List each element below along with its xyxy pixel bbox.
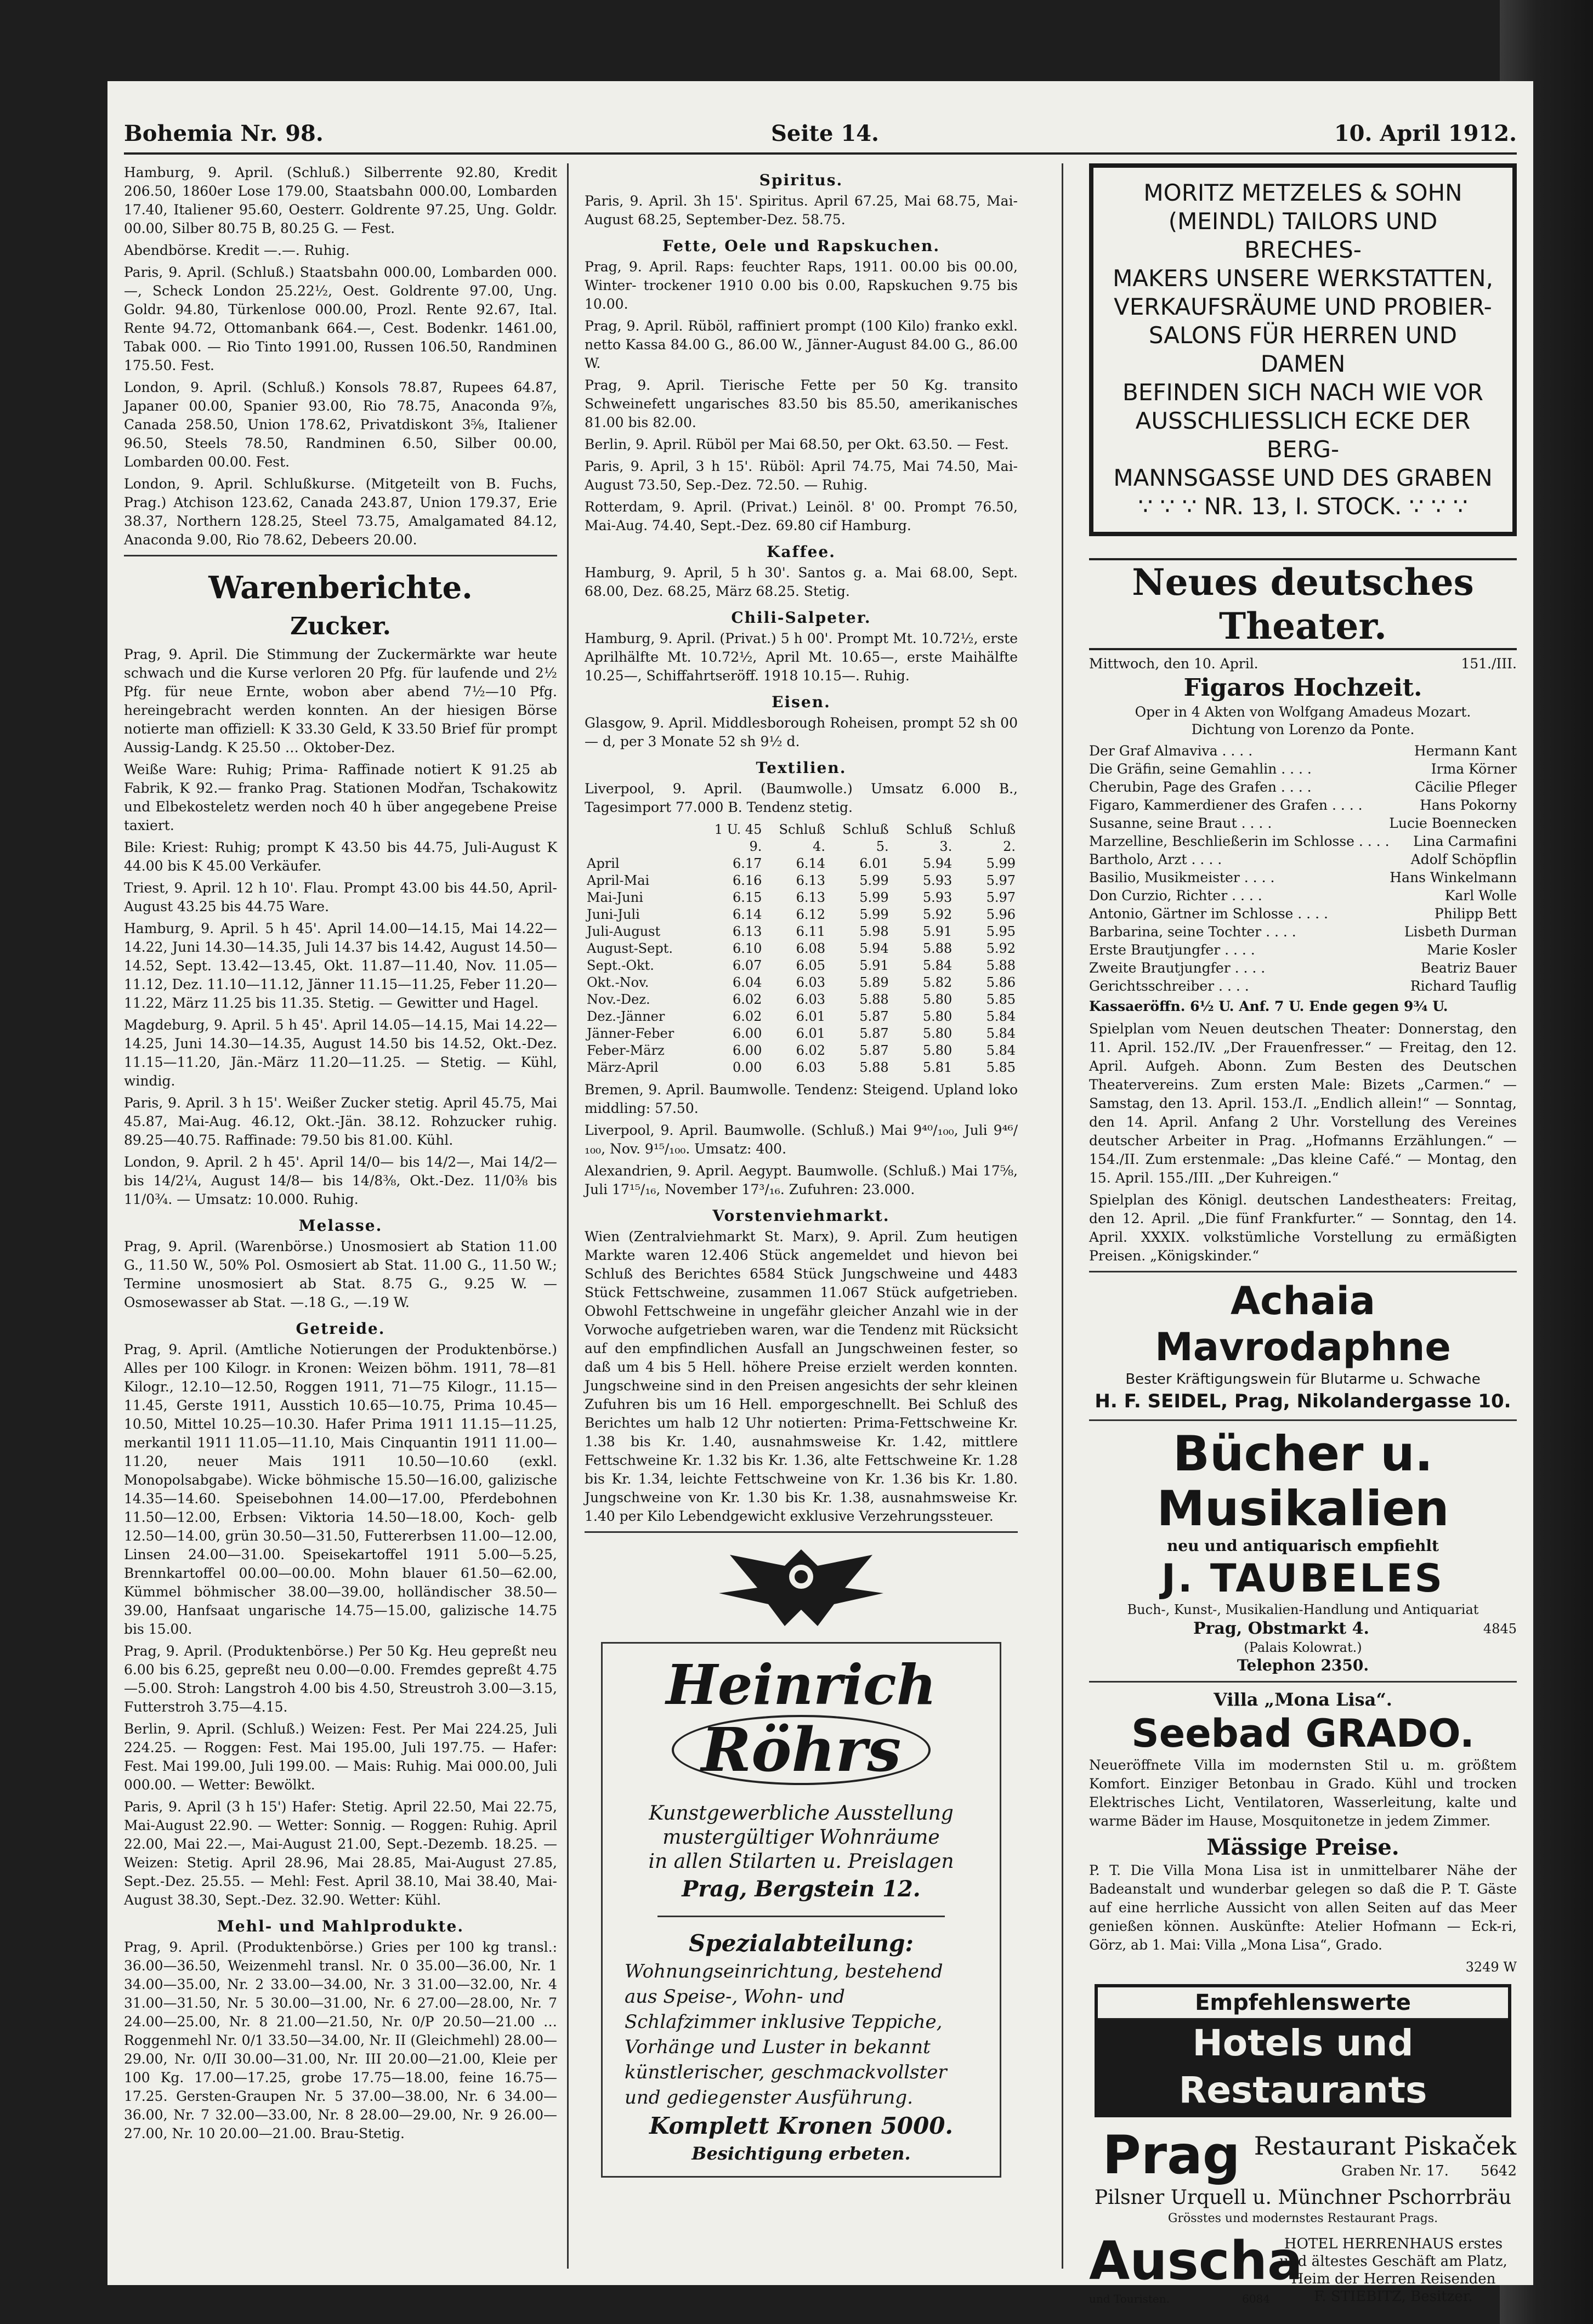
divider — [124, 555, 557, 556]
piskacek-name: Restaurant Piskaček — [1254, 2131, 1517, 2161]
table-cell: 6.10 — [732, 941, 762, 956]
cast-actor: Lina Carmafini — [1413, 833, 1517, 849]
cast-role: Bartholo, Arzt . . . . — [1089, 851, 1222, 867]
ad-text: in allen Stilarten u. Preislagen — [648, 1850, 954, 1873]
auscha-logo: Auscha — [1089, 2230, 1303, 2292]
table-row — [585, 1025, 1018, 1042]
table-cell: 5.99 — [859, 873, 889, 888]
ad-line: BEFINDEN SICH NACH WIE VOR — [1123, 379, 1483, 406]
table-cell: 6.17 — [732, 856, 762, 871]
cast-role: Die Gräfin, seine Gemahlin . . . . — [1089, 761, 1312, 777]
ad-line: AUSSCHLIESSLICH ECKE DER BERG- — [1135, 407, 1471, 463]
cast-actor: Hans Winkelmann — [1390, 870, 1517, 885]
table-cell: Schluß — [969, 822, 1016, 837]
table-cell: 5.85 — [986, 992, 1016, 1007]
table-cell: 5.82 — [922, 975, 953, 990]
cast-actor: Irma Körner — [1431, 761, 1517, 777]
sub-heading: Chili-Salpeter. — [731, 609, 871, 627]
table-cell — [585, 838, 699, 855]
grado-text: Neueröffnete Villa im modernsten Stil u. m. größtem Komfort. Einziger Betonbau in Grado. Kühl und trocken Elektrisches Licht, Ventilatoren, Wasserleitung, kalte und warme Bäder im Hause, Mosquitonetze in jedem Zimmer. — [1089, 1757, 1517, 1829]
market-report: Rotterdam, 9. April. (Privat.) Leinöl. 8' 00. Prompt 76.50, Mai-Aug. 74.40, Sept.-Dez. 69.80 cif Hamburg. — [585, 499, 1018, 533]
table-cell: Mai-Juni — [587, 890, 643, 905]
table-cell: 6.07 — [732, 958, 762, 973]
sub-heading: Eisen. — [772, 693, 831, 711]
divider — [657, 1916, 945, 1917]
table-cell: 5.89 — [859, 975, 889, 990]
market-report: Bremen, 9. April. Baumwolle. Tendenz: Steigend. Upland loko middling: 57.50. — [585, 1082, 1018, 1116]
piskacek-ad — [1089, 2125, 1517, 2185]
cast-row — [1089, 977, 1517, 995]
market-report: Paris, 9. April. 3h 15'. Spiritus. April 67.25, Mai 68.75, Mai-August 68.25, September-Dez. 58.75. — [585, 193, 1018, 228]
divider — [1089, 1419, 1517, 1421]
market-report: Prag, 9. April. (Produktenbörse.) Per 50 Kg. Heu gepreßt neu 6.00 bis 6.25, gepreßt neu 0.00—0.00. Fremdes gepreßt 4.75—5.00. Stroh: Langstroh 4.00 bis 4.50, Streustroh 3.00—3.15, Futterstroh 3.75—4.15. — [124, 1643, 557, 1715]
herrenhaus-info — [1270, 2235, 1517, 2305]
table-header-row — [585, 838, 1018, 855]
pilsner-sub: Grösstes und modernstes Restaurant Prags. — [1167, 2212, 1438, 2225]
sub-heading: Zucker. — [290, 612, 391, 640]
table-cell: 6.02 — [796, 1043, 826, 1058]
table-cell: 6.02 — [732, 1009, 762, 1024]
table-cell: 5.85 — [986, 1060, 1016, 1075]
table-cell: 5.91 — [859, 958, 889, 973]
table-cell: 6.00 — [732, 1043, 762, 1058]
table-cell: 5. — [876, 839, 889, 854]
cast-row — [1089, 905, 1517, 923]
market-report: Hamburg, 9. April. 5 h 45'. April 14.00—14.15, Mai 14.22—14.22, Juni 14.30—14.35, Juli 14.37 bis 14.42, August 14.50—14.52, Sept. 13.42—13.45, Okt. 11.87—11.40, Nov. 11.05—11.12, Dez. 11.10—11.12, Jänner 11.15—11.25, Feber 11.20—11.22, März 11.25 bis 11.35. Stetig. — Gewitter und Hagel. — [124, 920, 557, 1011]
table-row — [585, 940, 1018, 957]
table-header-row — [585, 821, 1018, 838]
ad-number: 6084 — [1242, 2292, 1270, 2305]
table-cell: 6.15 — [732, 890, 762, 905]
table-cell: 6.04 — [732, 975, 762, 990]
table-cell: 9. — [749, 839, 762, 854]
market-report: Paris, 9. April, 3 h 15'. Rüböl: April 74.75, Mai 74.50, Mai-August 73.50, Sep.-Dez. 72.50. — Ruhig. — [585, 458, 1018, 493]
table-cell: 2. — [1003, 839, 1016, 854]
column-1 — [124, 163, 557, 2146]
market-report: Alexandrien, 9. April. Aegypt. Baumwolle. (Schluß.) Mai 17⅝, Juli 17¹⁵/₁₆, November 17³/₁₆. Zufuhren: 23.000. — [585, 1163, 1018, 1197]
market-report: London, 9. April. (Schluß.) Konsols 78.87, Rupees 64.87, Japaner 00.00, Spanier 93.00, Rio 78.75, Anaconda 9⅞, Canada 258.50, Union 178.62, Privatdiskont 3⅝, Italiener 96.50, Steels 78.50, Randminen 6.50, Silber 00.00, Lombarden 00.00. Fest. — [124, 379, 557, 470]
piskacek-info — [1254, 2130, 1517, 2180]
table-row — [585, 974, 1018, 991]
table-cell: April — [587, 856, 620, 871]
cotton-table — [585, 821, 1018, 1076]
newspaper-page — [107, 81, 1533, 2305]
cast-row — [1089, 760, 1517, 778]
cast-role: Don Curzio, Richter . . . . — [1089, 888, 1262, 904]
taubeles-address: Prag, Obstmarkt 4. — [1193, 1619, 1369, 1638]
table-cell: 6.05 — [796, 958, 826, 973]
table-cell: Feber-März — [587, 1043, 665, 1058]
table-row — [585, 1008, 1018, 1025]
table-cell: 5.97 — [986, 873, 1016, 888]
table-row — [585, 889, 1018, 906]
ad-text: Wohnungseinrichtung, bestehend aus Speise-, Wohn- und Schlafzimmer inklusive Teppiche, Vorhänge und Luster in bekannt künstlerischer, geschmackvollster und gediegenster Ausführung. — [625, 1961, 947, 2109]
cast-role: Figaro, Kammerdiener des Grafen . . . . — [1089, 797, 1363, 813]
cast-actor: Hans Pokorny — [1420, 797, 1517, 813]
table-cell: 5.92 — [986, 941, 1016, 956]
cast-role: Antonio, Gärtner im Schlosse . . . . — [1089, 906, 1328, 922]
ad-line: SALONS FÜR HERREN UND DAMEN — [1148, 322, 1458, 377]
ad-line: MORITZ METZELES & SOHN — [1143, 179, 1462, 206]
auscha-sub-line — [1089, 2289, 1270, 2308]
metzeles-ad — [1089, 163, 1517, 536]
cast-actor: Cäcilie Pfleger — [1415, 779, 1517, 795]
table-cell: 5.80 — [922, 1009, 953, 1024]
table-cell: 5.88 — [922, 941, 953, 956]
taubeles-address-line — [1089, 1618, 1517, 1639]
achaia-address: H. F. SEIDEL, Prag, Nikolandergasse 10. — [1095, 1390, 1511, 1412]
ad-line: ∵ ∵ ∵ NR. 13, I. STOCK. ∵ ∵ ∵ — [1138, 493, 1468, 520]
table-cell: 5.93 — [922, 890, 953, 905]
table-cell: 5.98 — [859, 924, 889, 939]
ad-line: MANNSGASSE UND DES GRABEN — [1113, 464, 1493, 491]
hotels-heading-main: Hotels und Restaurants — [1098, 2020, 1508, 2114]
table-cell: 6.03 — [796, 992, 826, 1007]
sub-heading: Kaffee. — [767, 543, 836, 561]
market-report: London, 9. April. 2 h 45'. April 14/0— bis 14/2—, Mai 14/2— bis 14/2¼, August 14/8— bis 14/8⅜, Okt.-Dez. 11/0⅜ bis 11/0¾. — Umsatz: 10.000. Ruhig. — [124, 1154, 557, 1207]
cast-role: Basilio, Musikmeister . . . . — [1089, 870, 1275, 885]
cast-row — [1089, 814, 1517, 832]
cast-row — [1089, 850, 1517, 868]
cast-row — [1089, 868, 1517, 887]
table-cell: Schluß — [842, 822, 889, 837]
table-cell: Schluß — [779, 822, 826, 837]
page-header — [124, 114, 1517, 155]
table-cell: 5.84 — [986, 1043, 1016, 1058]
sub-heading: Fette, Oele und Rapskuchen. — [662, 237, 940, 255]
cast-role: Der Graf Almaviva . . . . — [1089, 743, 1253, 759]
sub-heading: Spiritus. — [759, 171, 843, 189]
table-cell: 6.13 — [732, 924, 762, 939]
table-cell: 5.97 — [986, 890, 1016, 905]
theater-date-line — [1089, 655, 1517, 673]
table-cell: 5.84 — [986, 1026, 1016, 1041]
table-cell: 6.16 — [732, 873, 762, 888]
divider — [585, 1531, 1018, 1533]
table-cell: Dez.-Jänner — [587, 1009, 665, 1024]
table-cell: 5.80 — [922, 1043, 953, 1058]
ad-line: VERKAUFSRÄUME UND PROBIER- — [1114, 293, 1492, 320]
table-cell: 5.84 — [922, 958, 953, 973]
ad-logo-heinrich: Heinrich — [666, 1652, 937, 1717]
theater-schedule: Spielplan des Königl. deutschen Landestheaters: Freitag, den 12. April. „Die fünf Frankfurter.“ — Sonntag, den 14. April. XXXIX. volkstümliche Vorstellung zu ermäßigten Preisen. „Königskinder.“ — [1089, 1192, 1517, 1264]
table-cell: 6.08 — [796, 941, 826, 956]
ad-line: MAKERS UNSERE WERKSTATTEN, — [1113, 265, 1493, 292]
issue-date: 10. April 1912. — [1334, 121, 1517, 146]
market-report: Paris, 9. April. 3 h 15'. Weißer Zucker stetig. April 45.75, Mai 45.87, Mai-Aug. 46.12, Okt.-Jän. 38.12. Rohzucker ruhig. 89.25—40.75. Raffinade: 79.50 bis 81.00. Kühl. — [124, 1095, 557, 1148]
cast-actor: Hermann Kant — [1414, 743, 1517, 759]
table-cell: März-April — [587, 1060, 659, 1075]
table-cell: 6.01 — [796, 1026, 826, 1041]
table-cell: April-Mai — [587, 873, 650, 888]
table-row — [585, 872, 1018, 889]
table-cell: Schluß — [905, 822, 953, 837]
table-cell: 5.84 — [986, 1009, 1016, 1024]
cast-role: Cherubin, Page des Grafen . . . . — [1089, 779, 1312, 795]
market-report: Weiße Ware: Ruhig; Prima- Raffinade notiert K 91.25 ab Fabrik, K 92.— franko Prag. Stationen Modřan, Tschakowitz und Elbekosteletz werden noch 40 h über angegebene Preise taxiert. — [124, 762, 557, 833]
market-report: Triest, 9. April. 12 h 10'. Flau. Prompt 43.00 bis 44.50, April-August 43.25 bis 44.75 Ware. — [124, 880, 557, 914]
market-report: Hamburg, 9. April, 5 h 30'. Santos g. a. Mai 68.00, Sept. 68.00, Dez. 68.25, März 68.25. Stetig. — [585, 565, 1018, 599]
grado-title: Seebad GRADO. — [1131, 1711, 1475, 1756]
market-report: Wien (Zentralviehmarkt St. Marx), 9. April. Zum heutigen Markte waren 12.406 Stück angemeldet und hievon bei Schluß des Berichtes 6584 Stück Jungschweine und 4483 Stück Fettschweine, zusammen 11.067 Stück aufgetrieben. Obwohl Fettschweine in ungefähr gleicher Anzahl wie in der Vorwoche aufgetrieben waren, war die Tendenz mit Rücksicht auf den empfindlichen Ausfall an Jungschweinen fester, so daß um 4 bis 5 Hell. höhere Preise erzielt werden konnten. Jungschweine sind in den Preisen angesichts der sehr kleinen Zufuhren bis um 16 Hell. emporgeschnellt. Bei Schluß des Berichtes um halb 12 Uhr notierten: Prima-Fettschweine Kr. 1.38 bis Kr. 1.40, ausnahmsweise Kr. 1.42, mittlere Fettschweine Kr. 1.32 bis Kr. 1.36, alte Fettschweine Kr. 1.28 bis Kr. 1.34, leichte Fettschweine von Kr. 1.36 bis Kr. 1.80. Jungschweine von Kr. 1.30 bis Kr. 1.38, ausnahmsweise Kr. 1.40 per Kilo Lebendgewicht exklusive Verzehrungssteuer. — [585, 1229, 1018, 1524]
sub-heading: Getreide. — [296, 1320, 386, 1338]
table-cell: 5.87 — [859, 1043, 889, 1058]
sub-heading: Textilien. — [756, 759, 847, 777]
cast-actor: Karl Wolle — [1444, 888, 1517, 904]
table-cell: 5.88 — [859, 1060, 889, 1075]
table-cell: 5.92 — [922, 907, 953, 922]
table-row — [585, 1042, 1018, 1059]
performance-number: 151./III. — [1461, 656, 1517, 672]
table-cell: 6.11 — [796, 924, 826, 939]
table-cell: 5.99 — [859, 890, 889, 905]
prag-logo: Prag — [1102, 2124, 1240, 2186]
market-report: London, 9. April. Schlußkurse. (Mitgeteilt von B. Fuchs, Prag.) Atchison 123.62, Canada 243.87, Union 179.37, Erie 38.37, Northern 128.25, Steel 73.75, Amalgamated 84.12, Anaconda 9.00, Rio 78.62, Debeers 20.00. — [124, 476, 557, 548]
market-report: Paris, 9. April. (Schluß.) Staatsbahn 000.00, Lombarden 000.—, Scheck London 25.22½, Oest. Goldrente 97.00, Ung. Goldr. 94.80, Türkenlose 000.00, Prozl. Rente 92.67, Ital. Rente 94.72, Ottomanbank 664.—, Cest. Bodenkr. 1461.00, Tabak 000. — Rio Tinto 1991.00, Russen 106.50, Randminen 175.50. Fest. — [124, 264, 557, 373]
market-report: Prag, 9. April. (Produktenbörse.) Gries per 100 kg transl.: 36.00—36.50, Weizenmehl transl. Nr. 0 35.00—36.00, Nr. 1 34.00—35.00, Nr. 2 33.00—34.00, Nr. 3 31.00—32.00, Nr. 4 31.00—31.50, Nr. 5 30.00—31.00, Nr. 6 27.00—28.00, Nr. 7 24.00—25.00, Nr. 8 21.00—21.50, Nr. 0/P 20.50—21.00 … Roggenmehl Nr. 0/1 33.50—34.00, Nr. II (Gleichmehl) 28.00—29.00, Nr. 0/II 30.00—31.00, Nr. III 20.00—21.00, Kleie per 100 Kg. 17.00—17.25, grobe 17.75—18.00, feine 16.75—17.25. Gersten-Graupen Nr. 5 37.00—38.00, Nr. 6 34.00—36.00, Nr. 7 32.00—33.00, Nr. 8 28.00—29.00, Nr. 9 26.00—27.00, Nr. 10 20.00—21.00. Brau-Stetig. — [124, 1939, 557, 2141]
cast-role: Susanne, seine Braut . . . . — [1089, 815, 1272, 831]
ad-text: Kunstgewerbliche Ausstellung — [649, 1802, 954, 1825]
table-cell: 5.99 — [859, 907, 889, 922]
villa-title: Villa „Mona Lisa“. — [1214, 1689, 1392, 1710]
eagle-icon — [708, 1538, 894, 1632]
table-cell: Okt.-Nov. — [587, 975, 649, 990]
cast-row — [1089, 887, 1517, 905]
table-cell: 6.12 — [796, 907, 826, 922]
masthead-issue: Bohemia Nr. 98. — [124, 121, 324, 146]
table-cell: 6.03 — [796, 1060, 826, 1075]
market-report: Berlin, 9. April. Rüböl per Mai 68.50, per Okt. 63.50. — Fest. — [585, 436, 1009, 452]
cast-actor: Philipp Bett — [1434, 906, 1517, 922]
play-subtitle: Dichtung von Lorenzo da Ponte. — [1191, 721, 1415, 737]
herrenhaus-owner: F. STIEBITZ, Besitzer. — [1314, 2288, 1473, 2305]
table-cell: 5.87 — [859, 1026, 889, 1041]
column-rule — [1062, 163, 1063, 2269]
table-row — [585, 1059, 1018, 1076]
buecher-subtitle: neu und antiquarisch empfiehlt — [1167, 1537, 1439, 1555]
table-row — [585, 991, 1018, 1008]
table-cell: 5.80 — [922, 992, 953, 1007]
table-cell: 5.95 — [986, 924, 1016, 939]
market-report: Hamburg, 9. April. (Schluß.) Silberrente 92.80, Kredit 206.50, 1860er Lose 179.00, Staatsbahn 000.00, Lombarden 17.40, Italiener 95.60, Oesterr. Goldrente 97.25, Ung. Goldr. 00.00, Silber 80.75 B, 80.25 G. — Fest. — [124, 164, 557, 236]
ad-line: (MEINDL) TAILORS UND BRECHES- — [1168, 208, 1438, 263]
table-cell: 6.00 — [732, 1026, 762, 1041]
table-cell: 5.94 — [859, 941, 889, 956]
market-report: Liverpool, 9. April. (Baumwolle.) Umsatz 6.000 B., Tagesimport 77.000 B. Tendenz stetig. — [585, 781, 1018, 815]
market-report: Prag, 9. April. Tierische Fette per 50 Kg. transito Schweinefett ungarisches 83.50 bis 85.50, amerikanisches 81.00 bis 82.00. — [585, 377, 1018, 430]
eagle-emblem — [585, 1538, 1018, 1637]
grado-price: Mässige Preise. — [1206, 1834, 1399, 1860]
table-cell: 6.13 — [796, 873, 826, 888]
cast-actor: Adolf Schöpflin — [1410, 851, 1517, 867]
table-cell: 5.86 — [986, 975, 1016, 990]
grado-text: P. T. Die Villa Mona Lisa ist in unmittelbarer Nähe der Badeanstalt und wunderbar gelegen so daß die P. T. Gäste auf eine herrliche Aussicht von allen Seiten auf das Meer genießen können. Auskünfte: Atelier Hofmann — Eck-ri, Görz, ab 1. Mai: Villa „Mona Lisa“, Grado. — [1089, 1862, 1517, 1953]
play-subtitle: Oper in 4 Akten von Wolfgang Amadeus Mozart. — [1135, 704, 1471, 720]
column-3 — [1089, 163, 1517, 2308]
cast-role: Marzelline, Beschließerin im Schlosse . . . . — [1089, 833, 1390, 849]
cast-row — [1089, 796, 1517, 814]
box-office-times: Kassaeröffn. 6½ U. Anf. 7 U. Ende gegen 9¾ U. — [1089, 998, 1448, 1014]
ad-logo-rohrs: Röhrs — [672, 1715, 931, 1785]
table-cell: 1 U. 45 — [714, 822, 762, 837]
theater-heading: Neues deutsches Theater. — [1089, 558, 1517, 650]
market-report: Prag, 9. April. Rüböl, raffiniert prompt (100 Kilo) franko exkl. netto Kassa 84.00 G., 86.00 W., Jänner-August 84.00 G., 86.00 W. — [585, 318, 1018, 371]
achaia-subtitle: Bester Kräftigungswein für Blutarme u. Schwache — [1125, 1371, 1481, 1388]
hotels-heading-top: Empfehlenswerte — [1098, 1987, 1508, 2020]
table-cell: 5.80 — [922, 1026, 953, 1041]
cast-row — [1089, 778, 1517, 796]
market-report: Hamburg, 9. April. (Privat.) 5 h 00'. Prompt Mt. 10.72½, erste Aprilhälfte Mt. 10.72½, April Mt. 10.65—, erste Maihälfte 10.25—, Schiffahrtseröff. 1918 10.15—. Ruhig. — [585, 630, 1018, 684]
table-row — [585, 923, 1018, 940]
table-cell: 5.88 — [859, 992, 889, 1007]
table-cell: 5.88 — [986, 958, 1016, 973]
table-cell: 5.93 — [922, 873, 953, 888]
cast-row — [1089, 923, 1517, 941]
taubeles-phone: Telephon 2350. — [1237, 1656, 1369, 1674]
market-report: Abendbörse. Kredit —.—. Ruhig. — [124, 242, 350, 258]
cast-row — [1089, 742, 1517, 760]
table-cell: 5.91 — [922, 924, 953, 939]
ad-text: Besichtigung erbeten. — [691, 2143, 911, 2164]
market-report: Liverpool, 9. April. Baumwolle. (Schluß.) Mai 9⁴⁰/₁₀₀, Juli 9⁴⁶/₁₀₀, Nov. 9¹⁵/₁₀₀. Umsatz: 400. — [585, 1122, 1018, 1157]
ad-number: 4845 — [1483, 1621, 1517, 1637]
cast-role: Zweite Brautjungfer . . . . — [1089, 960, 1266, 976]
herrenhaus-text: HOTEL HERRENHAUS erstes und ältestes Geschäft am Platz, Heim der Herren Reisenden — [1279, 2236, 1507, 2287]
sub-heading: Vorstenviehmarkt. — [712, 1207, 890, 1225]
table-cell: 6.01 — [859, 856, 889, 871]
table-cell: 6.14 — [796, 856, 826, 871]
table-cell: 5.87 — [859, 1009, 889, 1024]
achaia-title: Achaia Mavrodaphne — [1155, 1279, 1451, 1370]
ad-number: 5642 — [1480, 2163, 1517, 2179]
section-heading: Warenberichte. — [208, 570, 473, 606]
market-report: Glasgow, 9. April. Middlesborough Roheisen, prompt 52 sh 00— d, per 3 Monate 52 sh 9½ d. — [585, 715, 1018, 749]
table-cell: Nov.-Dez. — [587, 992, 650, 1007]
hotels-ad — [1095, 1984, 1511, 2117]
market-report: Prag, 9. April. Raps: feuchter Raps, 1911. 00.00 bis 00.00, Winter- trockener 1910 0.00 bis 0.00, Rapskuchen 9.75 bis 10.00. — [585, 259, 1018, 312]
table-cell: 5.94 — [922, 856, 953, 871]
pilsner-line: Pilsner Urquell u. Münchner Pschorrbräu — [1094, 2186, 1512, 2209]
market-report: Bile: Kriest: Ruhig; prompt K 43.50 bis 44.75, Juli-August K 44.00 bis K 45.00 Verkäufer. — [124, 839, 557, 874]
theater-schedule: Spielplan vom Neuen deutschen Theater: Donnerstag, den 11. April. 152./IV. „Der Frauenfresser.“ — Freitag, den 12. April. Aufgeh. Abonn. Zum Besten des Deutschen Theatervereins. Zum ersten Male: Bizets „Carmen.“ — Samstag, den 13. April. 153./I. „Endlich allein!“ — Sonntag, den 14. April. Anfang 2 Uhr. Vorstellung des Vereines deutscher Arbeiter in Prag. „Hofmanns Erzählungen.“ — 154./II. Zum erstenmale: „Das kleine Café.“ — Montag, den 15. April. 155./III. „Der Kuhreigen.“ — [1089, 1021, 1517, 1186]
table-cell: 6.03 — [796, 975, 826, 990]
table-cell: August-Sept. — [587, 941, 673, 956]
table-cell: 3. — [939, 839, 953, 854]
table-cell: Jänner-Feber — [587, 1026, 674, 1041]
theater-date: Mittwoch, den 10. April. — [1089, 656, 1258, 672]
auscha-sub: und Touristen. — [1089, 2292, 1170, 2305]
table-cell: 6.02 — [732, 992, 762, 1007]
cast-list — [1089, 742, 1517, 995]
cast-row — [1089, 959, 1517, 977]
taubeles-palais: (Palais Kolowrat.) — [1244, 1640, 1362, 1655]
market-report: Prag, 9. April. Die Stimmung der Zuckermärkte war heute schwach und die Kurse verloren 20 Pfg. für laufende und 2½ Pfg. für neue Ernte, wobon aber abend 7½—10 Pfg. hereingebracht werden konnten. An der hiesigen Börse notierte man offiziell: K 33.30 Geld, K 33.50 Brief für prompt Aussig-Landg. K 25.50 … Oktober-Dez. — [124, 646, 557, 755]
cast-role: Barbarina, seine Tochter . . . . — [1089, 924, 1296, 940]
table-cell: Juli-August — [587, 924, 661, 939]
table-cell: 6.14 — [732, 907, 762, 922]
table-cell: 5.99 — [986, 856, 1016, 871]
divider — [1089, 1681, 1517, 1683]
table-cell: Juni-Juli — [587, 907, 640, 922]
table-cell — [585, 821, 699, 838]
cast-actor: Marie Kosler — [1427, 942, 1517, 958]
cast-row — [1089, 941, 1517, 959]
ad-heading: Spezialabteilung: — [689, 1930, 914, 1957]
table-cell: 0.00 — [732, 1060, 762, 1075]
column-rule — [567, 163, 569, 2269]
cast-row — [1089, 832, 1517, 850]
heinrich-rohrs-ad — [601, 1642, 1001, 2178]
ad-price: Komplett Kronen 5000. — [649, 2112, 954, 2139]
table-row — [585, 855, 1018, 872]
table-cell: 6.01 — [796, 1009, 826, 1024]
table-cell: 5.81 — [922, 1060, 953, 1075]
market-report: Berlin, 9. April. (Schluß.) Weizen: Fest. Per Mai 224.25, Juli 224.25. — Roggen: Fest. Mai 195.00, Juli 197.75. — Hafer: Fest. Mai 199.00, Juli 199.00. — Mais: Ruhig. Mai 000.00, Juli 000.00. — Wetter: Bewölkt. — [124, 1721, 557, 1793]
table-cell: 6.13 — [796, 890, 826, 905]
market-report: Prag, 9. April. (Amtliche Notierungen der Produktenbörse.) Alles per 100 Kilogr. in Kronen: Weizen böhm. 1911, 78—81 Kilogr., 12.10—12.50, Roggen 1911, 71—75 Kilogr., 11.15—11.45, Gerste 1911, Ausstich 10.65—10.75, Prima 10.45—10.50, Mittel 10.25—10.30. Hafer Prima 1911 11.15—11.25, merkantil 1911 11.05—11.10, Mais Cinquantin 1911 11.00—11.20, neuer Mais 1911 10.50—10.60 (exkl. Monopolsabgabe). Wicke böhmische 15.50—16.00, galizische 14.35—14.60. Speisebohnen 14.00—17.00, Pferdebohnen 11.50—12.00, Erbsen: Viktoria 14.50—18.00, Koch- gelb 12.50—14.00, grün 30.50—31.50, Futtererbsen 11.00—12.00, Linsen 24.00—31.00. Speisekartoffel 1911 5.00—5.25, Brennkartoffel 00.00—00.00. Mohn blauer 61.50—62.00, Kümmel böhmischer 38.00—39.00, holländischer 38.50—39.00, Hanfsaat ungarische 14.75—15.00, galizische 14.75 bis 15.00. — [124, 1342, 557, 1637]
ad-text: mustergültiger Wohnräume — [662, 1826, 940, 1849]
table-cell: Sept.-Okt. — [587, 958, 654, 973]
market-report: Magdeburg, 9. April. 5 h 45'. April 14.05—14.15, Mai 14.22—14.25, Juni 14.30—14.35, August 14.50 bis 14.52, Okt.-Dez. 11.15—11.20, Jän.-März 11.20—11.25. — Stetig. — Kühl, windig. — [124, 1017, 557, 1089]
piskacek-address-line — [1254, 2162, 1517, 2180]
table-row — [585, 906, 1018, 923]
buecher-title: Bücher u. Musikalien — [1157, 1425, 1449, 1537]
cast-role: Erste Brautjungfer . . . . — [1089, 942, 1255, 958]
divider — [1089, 1271, 1517, 1272]
ad-address: Prag, Bergstein 12. — [682, 1876, 921, 1902]
cast-actor: Richard Tauflig — [1410, 978, 1517, 994]
sub-heading: Mehl- und Mahlprodukte. — [217, 1917, 464, 1935]
sub-heading: Melasse. — [298, 1217, 383, 1235]
table-cell: 4. — [813, 839, 826, 854]
market-report: Paris, 9. April (3 h 15') Hafer: Stetig. April 22.50, Mai 22.75, Mai-August 22.90. — Wetter: Sonnig. — Roggen: Ruhig. April 22.00, Mai 22.—, Mai-August 21.00, Sept.-Dezemb. 18.25. — Weizen: Stetig. April 28.96, Mai 28.85, Mai-August 27.85, Sept.-Dez. 25.55. — Mehl: Fest. April 38.10, Mai 38.40, Mai-August 38.30, Sept.-Dez. 32.90. Wetter: Kühl. — [124, 1799, 557, 1908]
table-cell: 5.96 — [986, 907, 1016, 922]
piskacek-address: Graben Nr. 17. — [1341, 2163, 1449, 2179]
ad-number: 3249 W — [1465, 1959, 1517, 1975]
column-2 — [585, 163, 1018, 2183]
cast-actor: Lucie Boennecken — [1389, 815, 1517, 831]
taubeles-title: J. TAUBELES — [1161, 1556, 1445, 1601]
cast-role: Gerichtsschreiber . . . . — [1089, 978, 1249, 994]
play-title: Figaros Hochzeit. — [1183, 674, 1422, 702]
auscha-ad — [1089, 2232, 1517, 2308]
market-report: Prag, 9. April. (Warenbörse.) Unosmosiert ab Station 11.00 G., 11.50 W., 50% Pol. Osmosiert ab Stat. 11.00 G., 11.50 W.; Termine unosmosiert ab Stat. 8.75 G., 9.25 W. — Osmosewasser ab Stat. —.18 G., —.19 W. — [124, 1238, 557, 1310]
cast-actor: Lisbeth Durman — [1404, 924, 1517, 940]
taubeles-subtitle: Buch-, Kunst-, Musikalien-Handlung und Antiquariat — [1127, 1602, 1479, 1617]
page-number: Seite 14. — [771, 121, 879, 146]
cast-actor: Beatriz Bauer — [1420, 960, 1517, 976]
table-row — [585, 957, 1018, 974]
auscha-logo-block — [1089, 2230, 1303, 2308]
